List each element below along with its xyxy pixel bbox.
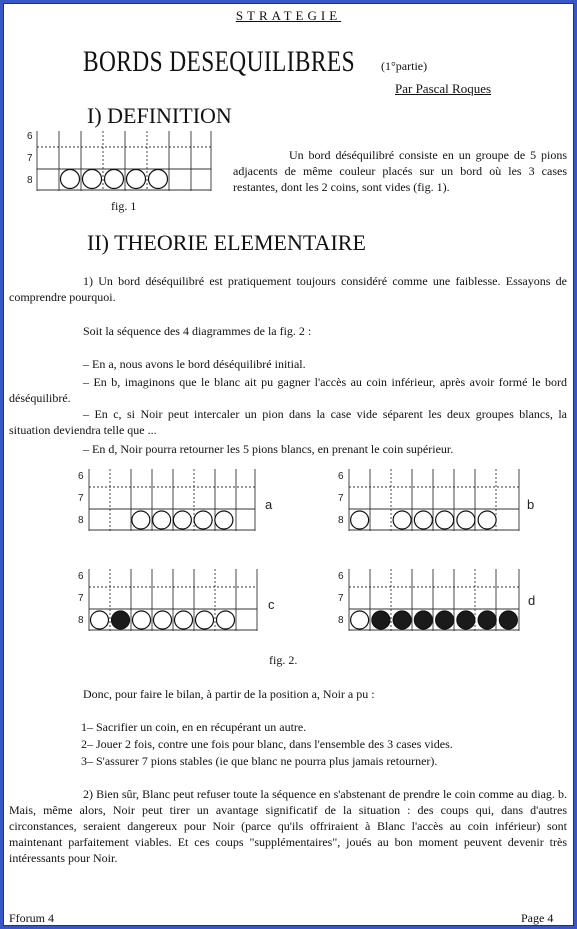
row-label-6: 6 [338, 471, 344, 482]
diagram-label-d: d [528, 593, 536, 608]
row-label-6: 6 [338, 571, 344, 582]
white-disc [194, 511, 212, 529]
white-disc [83, 170, 102, 189]
summary-item-1: 1– Sacrifier un coin, en en récupérant un autre. [81, 720, 307, 734]
row-label-7: 7 [338, 493, 344, 504]
white-disc [175, 611, 193, 629]
board-c [75, 565, 285, 635]
footer-page-number: Page 4 [521, 911, 554, 925]
black-disc [478, 611, 496, 629]
black-disc [372, 611, 390, 629]
board-b [335, 465, 545, 535]
white-disc [61, 170, 80, 189]
diagram-label-c: c [268, 597, 275, 612]
page [3, 3, 574, 926]
white-disc [478, 511, 496, 529]
fig2-caption: fig. 2. [269, 653, 298, 667]
row-label-8: 8 [78, 515, 84, 526]
row-label-6: 6 [27, 131, 33, 142]
white-disc [153, 511, 171, 529]
board-b-discs [351, 511, 497, 529]
title-part-label: (1°partie) [381, 59, 428, 73]
board-d [335, 565, 545, 635]
summary-item-3: 3– S'assurer 7 pions stables (ie que blanc ne pourra plus jamais retourner). [81, 754, 438, 768]
row-label-7: 7 [27, 153, 33, 164]
white-disc [436, 511, 454, 529]
white-disc [217, 611, 235, 629]
theory-paragraph-2: Soit la séquence des 4 diagrammes de la fig. 2 : [83, 324, 312, 338]
white-disc [215, 511, 233, 529]
white-disc [351, 511, 369, 529]
white-disc [91, 611, 109, 629]
white-disc [351, 611, 369, 629]
diagram-label-b: b [527, 497, 535, 512]
board-a [75, 465, 285, 535]
white-disc [196, 611, 214, 629]
row-label-7: 7 [338, 593, 344, 604]
row-label-8: 8 [338, 615, 344, 626]
white-disc [132, 511, 150, 529]
summary-intro: Donc, pour faire le bilan, à partir de la position a, Noir a pu : [83, 687, 375, 701]
theory-paragraph-3: 2) Bien sûr, Blanc peut refuser toute la séquence en s'abstenant de prendre le coin comme au diag. b. Mais, même alors, Noir peut tirer un avantage significatif de la situation : des coups qui, dans d'autres circonstances, seraient dangereux pour Noir (parce qu'ils offriraient à Blanc l'accès au coin inférieur) sont maintenant parfaitement viables. Et ces coups "supplémentaires", joués au bon moment peuvent devenir très intéressants pour Noir. [9, 787, 567, 865]
white-disc [133, 611, 151, 629]
black-disc [414, 611, 432, 629]
white-disc [457, 511, 475, 529]
diagram-label-a: a [265, 497, 273, 512]
theory-paragraph-1: 1) Un bord déséquilibré est pratiquement toujours considéré comme une faiblesse. Essayons de comprendre pourquoi. [9, 274, 567, 304]
footer-publication: Fforum 4 [9, 911, 54, 925]
fig1-caption: fig. 1 [111, 199, 137, 213]
row-label-6: 6 [78, 571, 84, 582]
bullet-d: – En d, Noir pourra retourner les 5 pions blancs, en prenant le coin supérieur. [83, 442, 454, 456]
white-disc [149, 170, 168, 189]
board-c-discs [91, 611, 235, 629]
bullet-b: – En b, imaginons que le blanc ait pu gagner l'accès au coin inférieur, après avoir formé le bord déséquilibré. [9, 375, 567, 405]
row-label-8: 8 [27, 175, 33, 186]
board-d-discs [351, 611, 518, 629]
white-disc [414, 511, 432, 529]
black-disc [499, 611, 517, 629]
article-title: BORDS DESEQUILIBRES [83, 45, 355, 78]
heading-definition: I) DEFINITION [87, 103, 232, 128]
black-disc [112, 611, 130, 629]
white-disc [127, 170, 146, 189]
row-label-7: 7 [78, 593, 84, 604]
black-disc [393, 611, 411, 629]
white-disc [105, 170, 124, 189]
board-a-discs [132, 511, 233, 529]
white-disc [154, 611, 172, 629]
row-label-8: 8 [78, 615, 84, 626]
row-label-8: 8 [338, 515, 344, 526]
white-disc [393, 511, 411, 529]
bullet-a: – En a, nous avons le bord déséquilibré initial. [83, 357, 306, 371]
section-header: STRATEGIE [235, 8, 342, 23]
summary-item-2: 2– Jouer 2 fois, contre une fois pour blanc, dans l'ensemble des 3 cases vides. [81, 737, 453, 751]
bullet-c: – En c, si Noir peut intercaler un pion dans la case vide séparent les deux groupes blancs, la situation deviendra telle que ... [9, 407, 567, 437]
board-fig1 [25, 127, 215, 195]
row-label-6: 6 [78, 471, 84, 482]
black-disc [436, 611, 454, 629]
definition-text: Un bord déséquilibré consiste en un groupe de 5 pions adjacents de même couleur placés sur un bord où les 3 cases restantes, dont les 2 coins, sont vides (fig. 1). [233, 148, 567, 194]
white-disc [173, 511, 191, 529]
black-disc [457, 611, 475, 629]
board-fig1-discs [61, 170, 168, 189]
author-byline: Par Pascal Roques [395, 81, 492, 96]
heading-theory: II) THEORIE ELEMENTAIRE [87, 230, 366, 255]
row-label-7: 7 [78, 493, 84, 504]
